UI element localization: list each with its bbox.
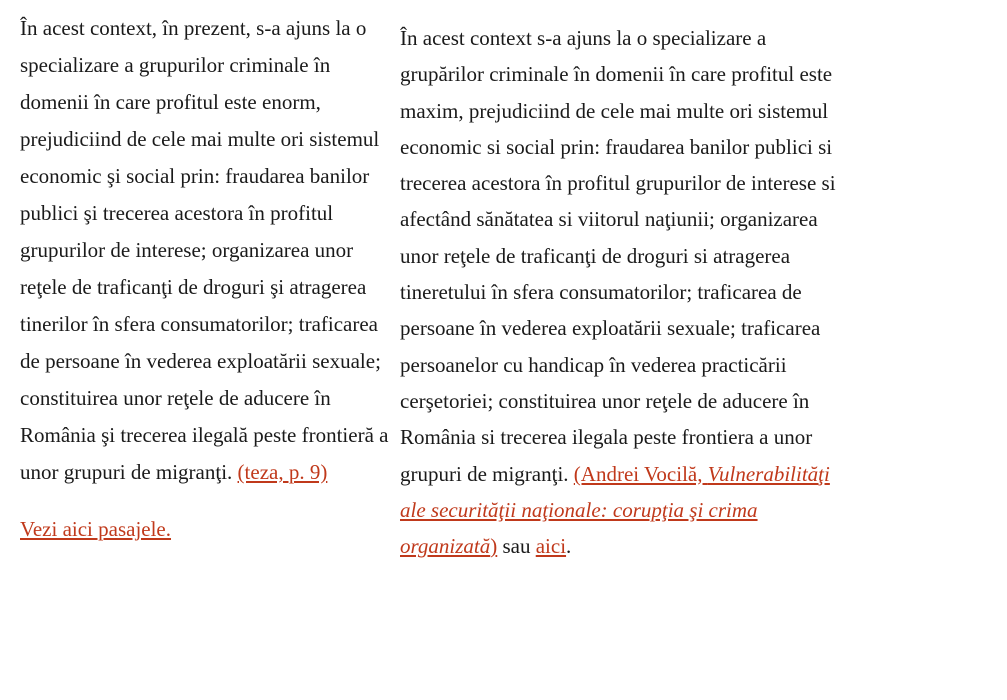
left-paragraph-text: În acest context, în prezent, s-a ajuns la o specializare a grupurilor criminale în domenii în care profitul este enorm, prejudiciind de cele mai multe ori sistemul economic şi social prin: fraudarea banilor publici şi trecerea acestora în profitul grupurilor de interese; organizarea unor reţele de traficanţi de droguri şi atragerea tinerilor în sfera consumatorilor; traficarea de persoane în vederea exploatării sexuale; constituirea unor reţele de aducere în România şi trecerea ilegală peste frontieră a unor grupuri de migranţi.	[20, 16, 389, 484]
right-column	[400, 20, 848, 564]
source-title-text: Vulnerabilităţi ale securităţii naţionale: corupţia şi crima organizată	[400, 461, 830, 559]
teza-source-link[interactable]: (teza, p. 9)	[237, 460, 328, 484]
source-open-text: (Andrei Vocilă,	[573, 461, 708, 486]
left-column	[20, 10, 392, 548]
left-paragraph	[20, 10, 392, 491]
source-close-text: )	[490, 534, 498, 559]
right-paragraph-text: În acest context s-a ajuns la o specializare a grupărilor criminale în domenii în care profitul este maxim, prejudiciind de cele mai multe ori sistemul economic si social prin: fraudarea banilor publici si trecerea acestora în profitul grupurilor de interese si afectând sănătatea si viitorul naţiunii; organizarea unor reţele de traficanţi de droguri si atragerea tineretului în sfera consumatorilor; traficarea de persoane în vederea exploatării sexuale; traficarea persoanelor cu handicap în vederea practicării cerşetoriei; constituirea unor reţele de aducere în România si trecerea ilegala peste frontiera a unor grupuri de migranţi.	[400, 26, 836, 486]
see-passages-link[interactable]: Vezi aici pasajele.	[20, 517, 171, 541]
see-passages-note	[20, 511, 392, 548]
aici-link[interactable]: aici	[535, 534, 567, 559]
sau-text: sau	[497, 534, 536, 559]
end-period: .	[566, 534, 572, 559]
right-paragraph	[400, 20, 848, 564]
